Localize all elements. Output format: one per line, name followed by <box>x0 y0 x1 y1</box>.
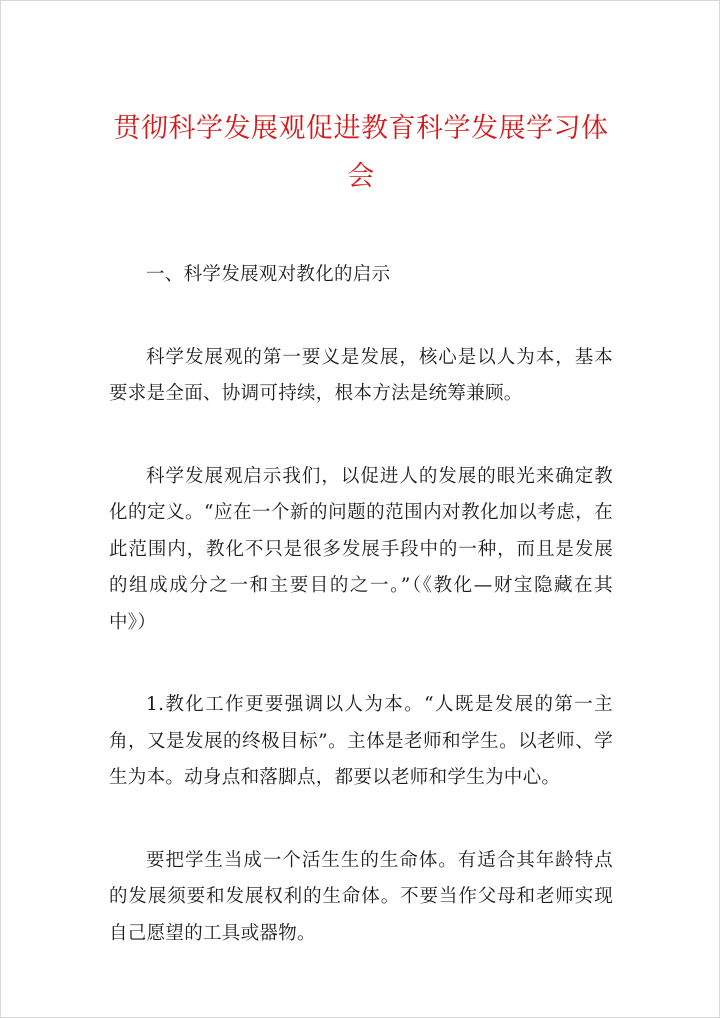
section-heading: 一、科学发展观对教化的启示 <box>146 264 391 285</box>
paragraph: 科学发展观的第一要义是发展，核心是以人为本，基本要求是全面、协调可持续，根本方法是统筹兼顾。 <box>109 346 613 404</box>
document-title: 贯彻科学发展观促进教育科学发展学习体会 <box>113 113 609 192</box>
paragraph: 1.教化工作更要强调以人为本。“人既是发展的第一主角，又是发展的终极目标”。主体是老师和学生。以老师、学生为本。动身点和落脚点，都要以老师和学生为中心。 <box>109 694 613 788</box>
paragraph: 要把学生当成一个活生生的生命体。有适合其年龄特点的发展须要和发展权利的生命体。不要当作父母和老师实现自己愿望的工具或器物。 <box>109 849 613 944</box>
document-body <box>109 257 613 998</box>
paragraph: 科学发展观启示我们，以促进人的发展的眼光来确定教化的定义。“应在一个新的问题的范围内对教化加以考虑，在此范围内，教化不只是很多发展手段中的一种，而且是发展的组成成分之一和主要目的之一。”（《教化—财宝隐藏在其中》） <box>109 465 613 633</box>
